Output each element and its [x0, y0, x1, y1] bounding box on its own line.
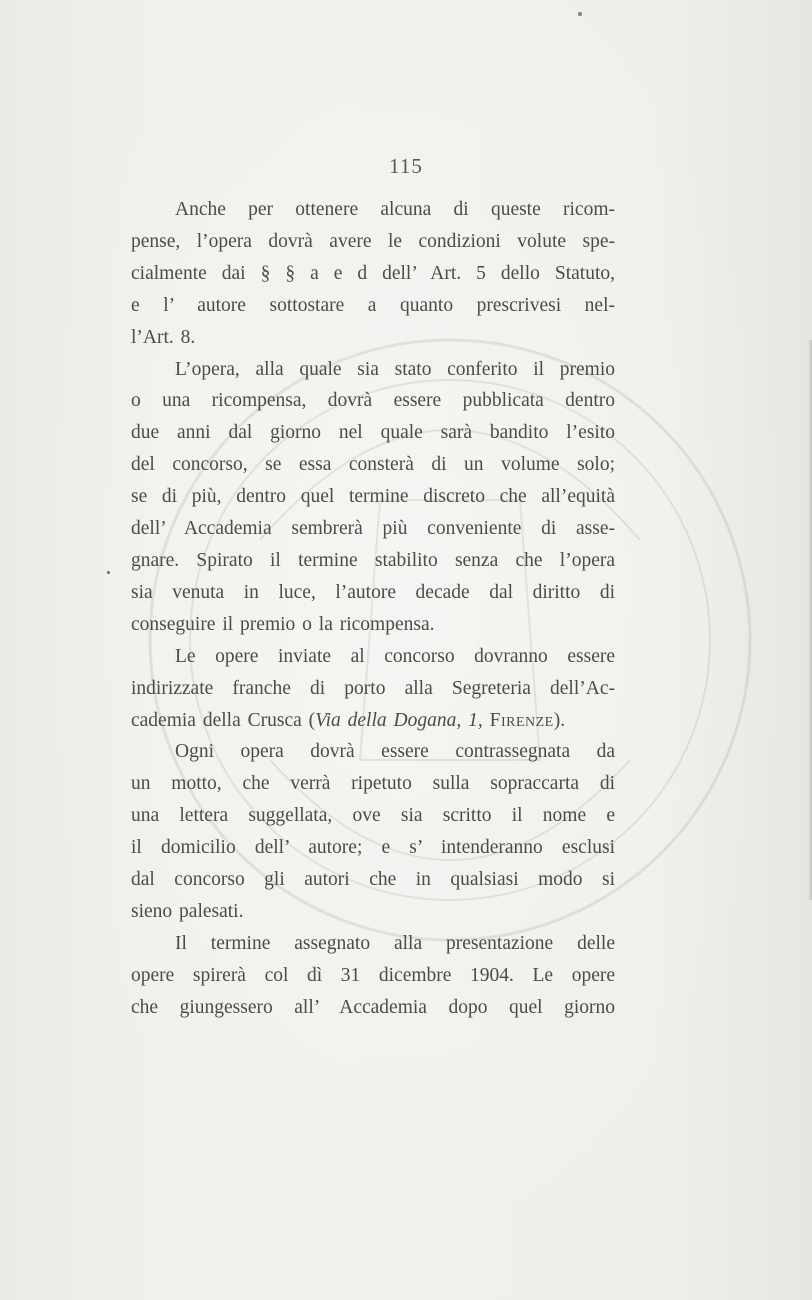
address-city: Firenze [489, 709, 554, 731]
text-line: cialmente dai § § a e d dell’ Art. 5 dello Statuto, [131, 262, 615, 284]
text-line: dal concorso gli autori che in qualsiasi modo si [131, 869, 615, 891]
paragraph-2 [131, 354, 615, 641]
body-text [131, 194, 615, 1024]
address-prefix: cademia della Crusca ( [131, 709, 316, 731]
text-line: o una ricompensa, dovrà essere pubblicata dentro [131, 390, 615, 412]
address-street: Via della Dogana, 1, [315, 709, 483, 731]
page-edge-shadow [808, 340, 812, 900]
text-line: che giungessero all’ Accademia dopo quel giorno [131, 996, 615, 1018]
text-line: se di più, dentro quel termine discreto che all’equità [131, 486, 615, 508]
text-line: L’opera, alla quale sia stato conferito il premio [175, 358, 615, 380]
text-line: indirizzate franche di porto alla Segreteria dell’Ac- [131, 677, 615, 699]
text-line: opere spirerà col dì 31 dicembre 1904. Le opere [131, 964, 615, 986]
text-line: Il termine assegnato alla presentazione delle [175, 932, 615, 954]
text-line: due anni dal giorno nel quale sarà bandito l’esito [131, 422, 615, 444]
margin-dot [107, 571, 110, 574]
text-line: il domicilio dell’ autore; e s’ intenderanno esclusi [131, 837, 615, 859]
paragraph-3 [131, 641, 615, 737]
text-line: conseguire il premio o la ricompensa. [131, 613, 435, 635]
text-line: gnare. Spirato il termine stabilito senza che l’opera [131, 549, 615, 571]
paragraph-1 [131, 194, 615, 354]
text-line-address [131, 705, 615, 737]
text-line: pense, l’opera dovrà avere le condizioni volute spe- [131, 230, 615, 252]
text-line: Ogni opera dovrà essere contrassegnata da [175, 741, 615, 763]
text-line: dell’ Accademia sembrerà più conveniente di asse- [131, 518, 615, 540]
paragraph-5 [131, 928, 615, 1024]
text-line: sia venuta in luce, l’autore decade dal diritto di [131, 581, 615, 603]
text-line: e l’ autore sottostare a quanto prescrivesi nel- [131, 294, 615, 316]
text-line: una lettera suggellata, ove sia scritto il nome e [131, 805, 615, 827]
text-line: l’Art. 8. [131, 326, 196, 348]
paragraph-4 [131, 736, 615, 927]
text-line: del concorso, se essa consterà di un volume solo; [131, 454, 615, 476]
page-number: 115 [389, 154, 423, 178]
text-line: un motto, che verrà ripetuto sulla sopraccarta di [131, 773, 615, 795]
text-line: Le opere inviate al concorso dovranno essere [175, 645, 615, 667]
text-line: Anche per ottenere alcuna di queste ricom- [175, 199, 615, 220]
paper-speck [578, 12, 582, 16]
address-suffix: ). [553, 709, 566, 731]
text-line: sieno palesati. [131, 900, 244, 922]
